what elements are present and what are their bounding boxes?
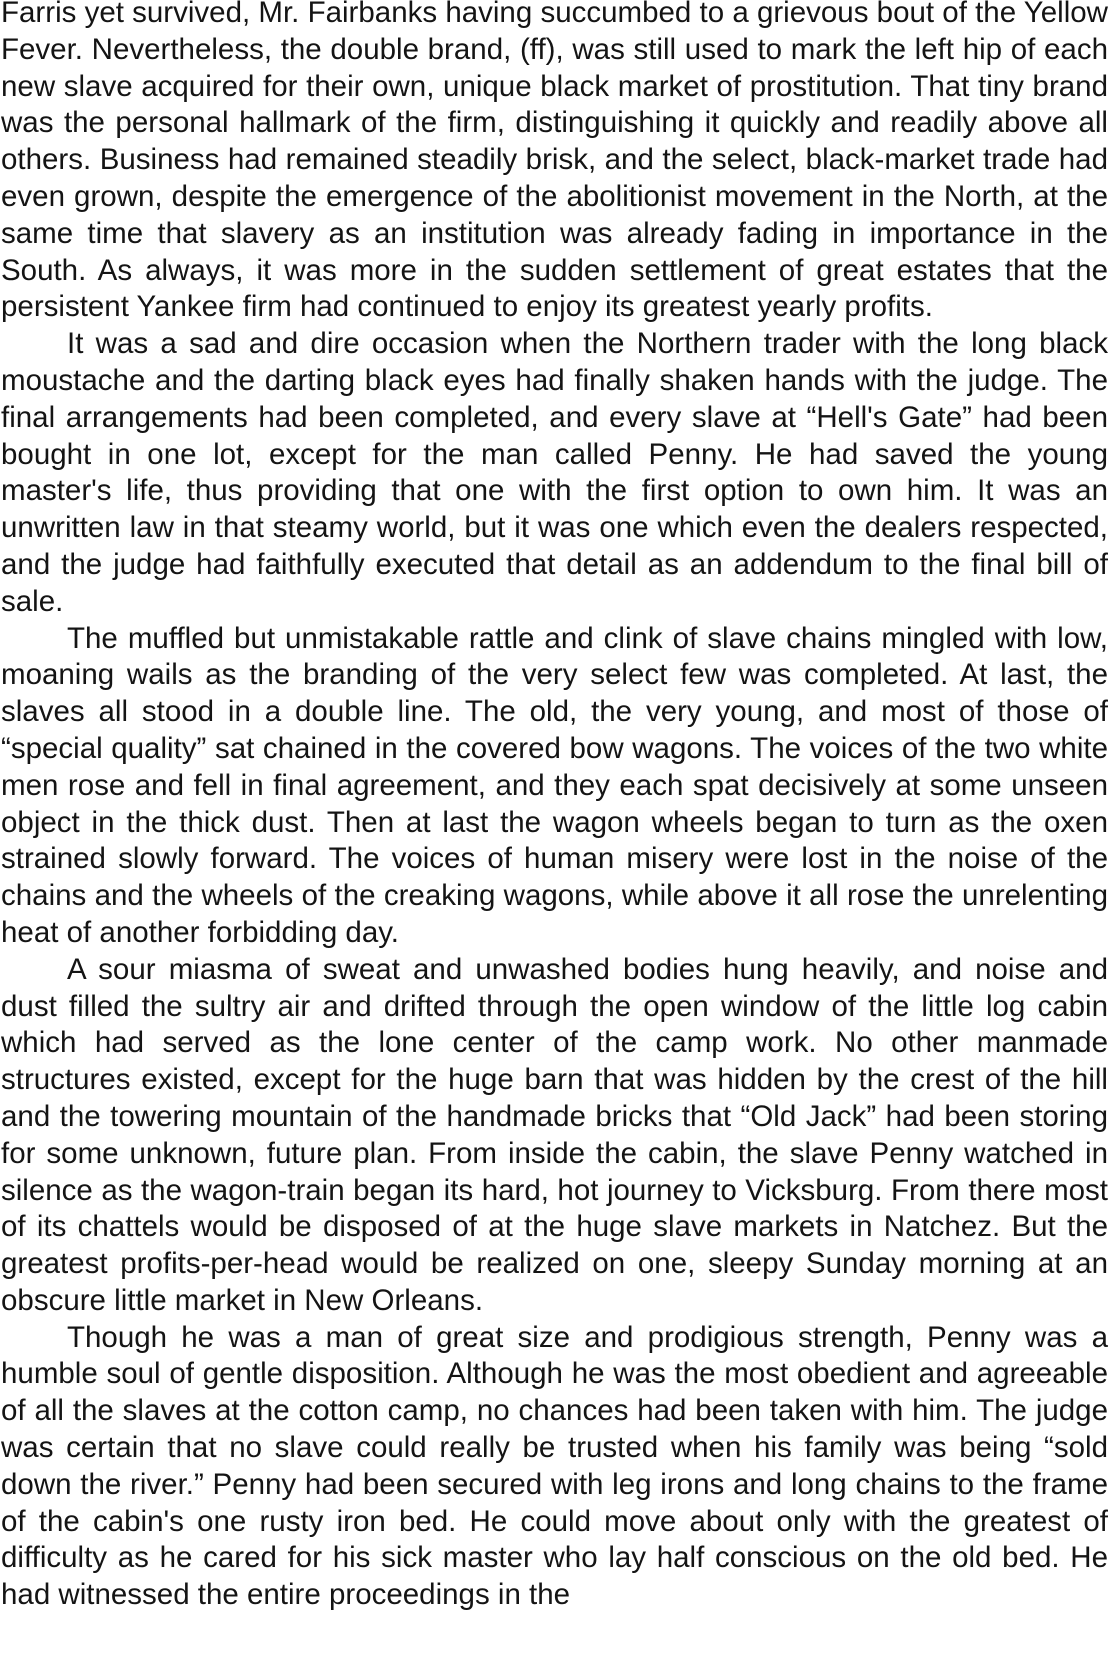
- paragraph-4: A sour miasma of sweat and unwashed bodies hung heavily, and noise and dust filled the sultry air and drifted through the open window of the little log cabin which had served as the lone center of the camp work. No other manmade structures existed, except for the huge barn that was hidden by the crest of the hill and the towering mountain of the handmade bricks that “Old Jack” had been storing for some unknown, future plan. From inside the cabin, the slave Penny watched in silence as the wagon-train began its hard, hot journey to Vicksburg. From there most of its chattels would be disposed of at the huge slave markets in Natchez. But the greatest profits-per-head would be realized on one, sleepy Sunday morning at an obscure little market in New Orleans.: [1, 952, 1108, 1317]
- paragraph-2: It was a sad and dire occasion when the Northern trader with the long black moustache and the darting black eyes had finally shaken hands with the judge. The final arrangements had been completed, and every slave at “Hell's Gate” had been bought in one lot, except for the man called Penny. He had saved the young master's life, thus providing that one with the first option to own him. It was an unwritten law in that steamy world, but it was one which even the dealers respected, and the judge had faithfully executed that detail as an addendum to the final bill of sale.: [1, 327, 1108, 618]
- paragraph-5: Though he was a man of great size and prodigious strength, Penny was a humble soul of gentle disposition. Although he was the most obedient and agreeable of all the slaves at the cotton camp, no chances had been taken with him. The judge was certain that no slave could really be trusted when his family was being “sold down the river.” Penny had been secured with leg irons and long chains to the frame of the cabin's one rusty iron bed. He could move about only with the greatest of difficulty as he cared for his sick master who lay half conscious on the old bed. He had witnessed the entire proceedings in the: [1, 1320, 1108, 1612]
- paragraph-1: Farris yet survived, Mr. Fairbanks having succumbed to a grievous bout of the Yellow Fever. Nevertheless, the double brand, (ff), was still used to mark the left hip of each new slave acquired for their own, unique black market of prostitution. That tiny brand was the personal hallmark of the firm, distinguishing it quickly and readily above all others. Business had remained steadily brisk, and the select, black-market trade had even grown, despite the emergence of the abolitionist movement in the North, at the same time that slavery as an institution was already fading in importance in the South. As always, it was more in the sudden settlement of great estates that the persistent Yankee firm had continued to enjoy its greatest yearly profits.: [1, 0, 1108, 324]
- paragraph-3: The muffled but unmistakable rattle and clink of slave chains mingled with low, moaning wails as the branding of the very select few was completed. At last, the slaves all stood in a double line. The old, the very young, and most of those of “special quality” sat chained in the covered bow wagons. The voices of the two white men rose and fell in final agreement, and they each spat decisively at some unseen object in the thick dust. Then at last the wagon wheels began to turn as the oxen strained slowly forward. The voices of human misery were lost in the noise of the chains and the wheels of the creaking wagons, while above it all rose the unrelenting heat of another forbidding day.: [1, 621, 1108, 949]
- body-text: [1, 0, 1108, 1614]
